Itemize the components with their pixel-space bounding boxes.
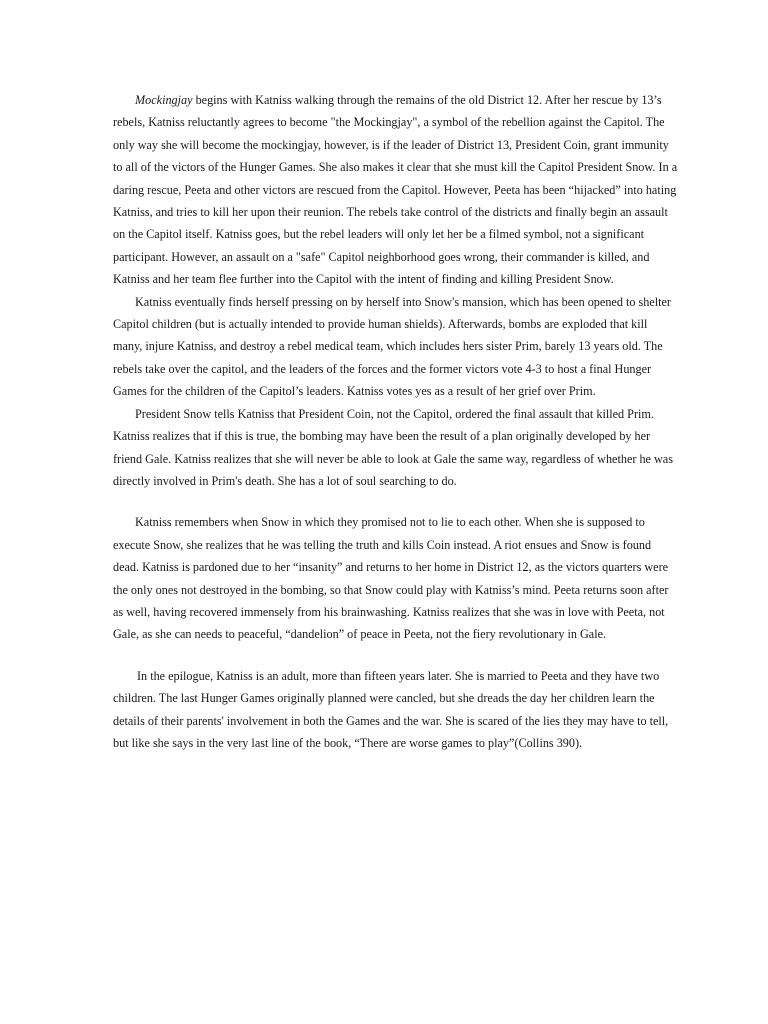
paragraph-4: Katniss remembers when Snow in which they promised not to lie to each other. When she is supposed to execute Snow, she realizes that he was telling the truth and kills Coin instead. A riot ensues and Snow is found dead. Katniss is pardoned due to her “insanity” and returns to her home in District 12, as the victors quarters were the only ones not destroyed in the bombing, so that Snow could play with Katniss’s mind. Peeta returns soon after as well, having recovered immensely from his brainwashing. Katniss realizes that she was in love with Peeta, not Gale, as she can needs to peaceful, “dandelion” of peace in Peeta, not the fiery revolutionary in Gale. (113, 515, 669, 642)
paragraph-3: President Snow tells Katniss that President Coin, not the Capitol, ordered the final assault that killed Prim. Katniss realizes that if this is true, the bombing may have been the result of a plan originally developed by her friend Gale. Katniss realizes that she will never be able to look at Gale the same way, regardless of whether he was directly involved in Prim's death. She has a lot of soul searching to do. (113, 406, 673, 488)
paragraph-2: Katniss eventually finds herself pressing on by herself into Snow's mansion, which has been opened to shelter Capitol children (but is actually intended to provide human shields). Afterwards, bombs are exploded that kill many, injure Katniss, and destroy a rebel medical team, which includes hers sister Prim, barely 13 years old. The rebels take over the capitol, and the leaders of the forces and the former victors vote 4-3 to host a final Hunger Games for the children of the Capitol’s leaders. Katniss votes yes as a result of her grief over Prim. (113, 294, 671, 399)
document-body (113, 89, 678, 754)
paragraph-1 (113, 89, 678, 291)
paragraph-5: In the epilogue, Katniss is an adult, more than fifteen years later. She is married to Peeta and they have two children. The last Hunger Games originally planned were cancled, but she dreads the day her children learn the details of their parents' involvement in both the Games and the war. She is scared of the lies they may have to tell, but like she says in the very last line of the book, “There are worse games to play”(Collins 390). (113, 668, 669, 750)
book-title: Mockingjay (135, 93, 193, 107)
paragraph-1-text: begins with Katniss walking through the remains of the old District 12. After her rescue by 13’s rebels, Katniss reluctantly agrees to become "the Mockingjay", a symbol of the rebellion against the Capitol. The only way she will become the mockingjay, however, is if the leader of District 13, President Coin, grant immunity to all of the victors of the Hunger Games. She also makes it clear that she must kill the Capitol President Snow. In a daring rescue, Peeta and other victors are rescued from the Capitol. However, Peeta has been “hijacked” into hating Katniss, and tries to kill her upon their reunion. The rebels take control of the districts and finally begin an assault on the Capitol itself. Katniss goes, but the rebel leaders will only let her be a filmed symbol, not a significant participant. However, an assault on a "safe" Capitol neighborhood goes wrong, their commander is killed, and Katniss and her team flee further into the Capitol with the intent of finding and killing President Snow. (113, 93, 678, 287)
